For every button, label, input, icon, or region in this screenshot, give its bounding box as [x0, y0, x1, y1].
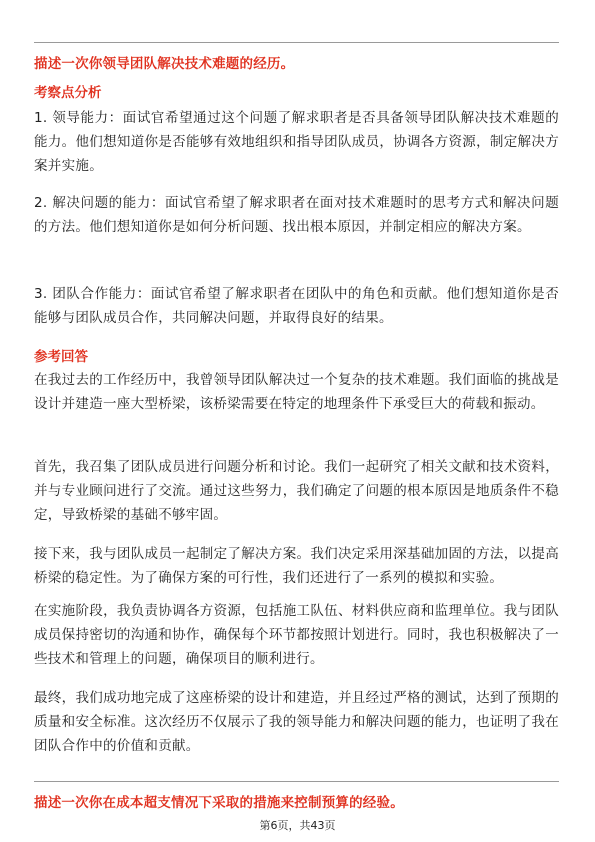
analysis-item-problem-solving: 2. 解决问题的能力：面试官希望了解求职者在面对技术难题时的思考方式和解决问题的方法。他们想知道你是如何分析问题、找出根本原因，并制定相应的解决方案。	[34, 195, 559, 235]
top-divider	[34, 42, 559, 43]
answer-paragraph: 接下来，我与团队成员一起制定了解决方案。我们决定采用深基础加固的方法，以提高桥梁的稳定性。为了确保方案的可行性，我们还进行了一系列的模拟和实验。	[34, 546, 559, 586]
answer-paragraph: 最终，我们成功地完成了这座桥梁的设计和建造，并且经过严格的测试，达到了预期的质量和安全标准。这次经历不仅展示了我的领导能力和解决问题的能力，也证明了我在团队合作中的价值和贡献。	[34, 690, 559, 754]
analysis-heading: 考察点分析	[34, 85, 102, 101]
next-question-title: 描述一次你在成本超支情况下采取的措施来控制预算的经验。	[34, 795, 404, 811]
analysis-item-teamwork: 3. 团队合作能力：面试官希望了解求职者在团队中的角色和贡献。他们想知道你是否能够与团队成员合作，共同解决问题，并取得良好的结果。	[34, 286, 559, 326]
answer-paragraph: 在我过去的工作经历中，我曾领导团队解决过一个复杂的技术难题。我们面临的挑战是设计并建造一座大型桥梁，该桥梁需要在特定的地理条件下承受巨大的荷载和振动。	[34, 372, 559, 412]
question-title: 描述一次你领导团队解决技术难题的经历。	[34, 56, 295, 72]
analysis-item-leadership: 1. 领导能力：面试官希望通过这个问题了解求职者是否具备领导团队解决技术难题的能力。他们想知道你是否能够有效地组织和指导团队成员，协调各方资源，制定解决方案并实施。	[34, 110, 559, 174]
answer-paragraph: 在实施阶段，我负责协调各方资源，包括施工队伍、材料供应商和监理单位。我与团队成员保持密切的沟通和协作，确保每个环节都按照计划进行。同时，我也积极解决了一些技术和管理上的问题，确保项目的顺利进行。	[34, 603, 559, 667]
page-number: 第6页，共43页	[259, 819, 336, 832]
answer-paragraph: 首先，我召集了团队成员进行问题分析和讨论。我们一起研究了相关文献和技术资料，并与专业顾问进行了交流。通过这些努力，我们确定了问题的根本原因是地质条件不稳定，导致桥梁的基础不够牢固。	[34, 459, 559, 523]
bottom-divider	[34, 781, 559, 782]
answer-heading: 参考回答	[34, 349, 88, 365]
